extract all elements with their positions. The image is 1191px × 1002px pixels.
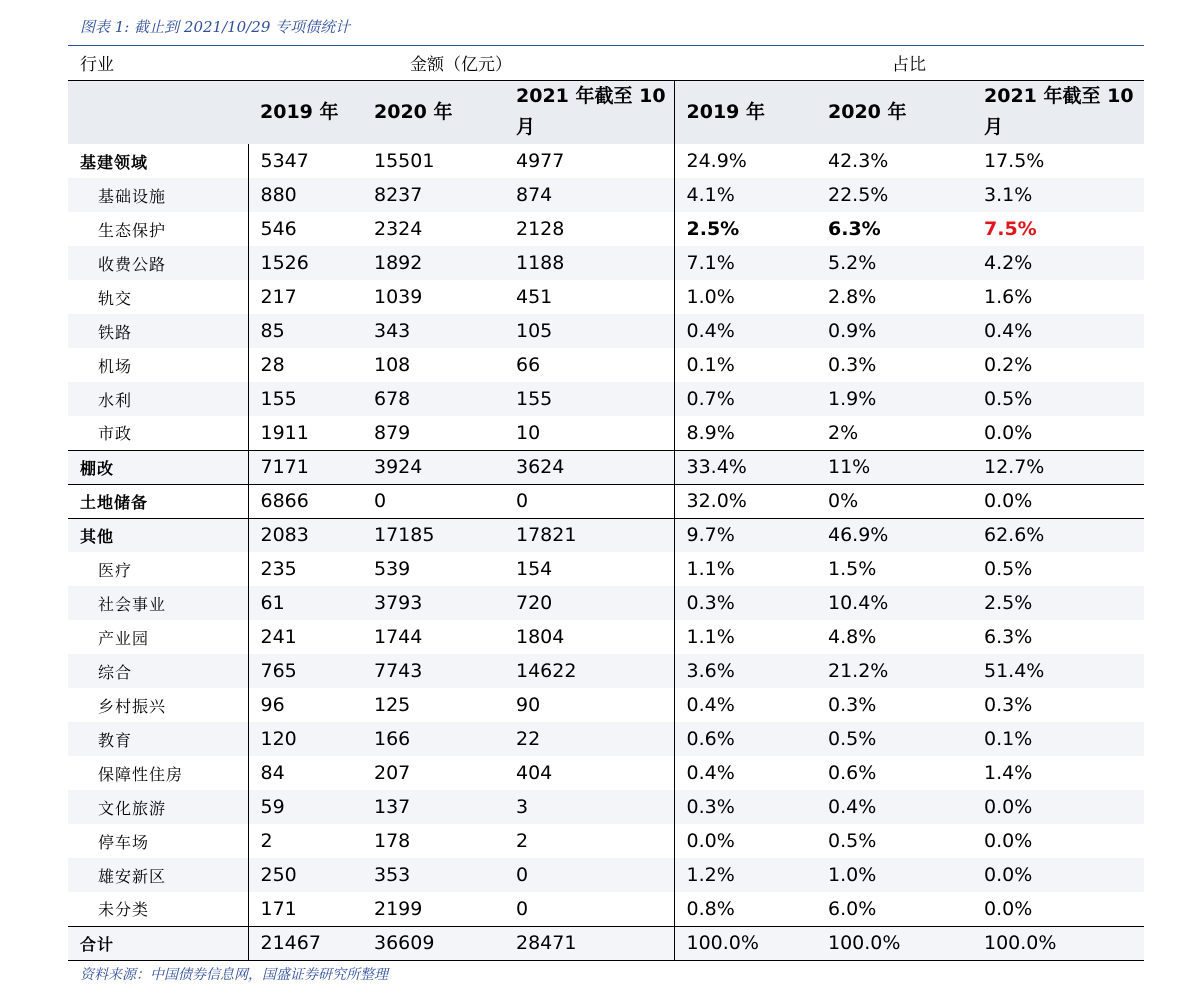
cell-p19: 0.0% [674,824,816,858]
cell-a21: 154 [516,558,553,580]
cell-a20: 1039 [374,286,423,308]
row-industry: 乡村振兴 [98,696,167,716]
header-amount-2021: 2021 年截至 10 月 [516,85,666,139]
table-row [68,314,1144,348]
row-industry: 未分类 [98,900,150,920]
row-industry: 机场 [98,356,133,376]
cell-a20: 108 [374,354,411,376]
cell-p20: 2.8% [828,286,877,308]
row-industry: 轨交 [98,288,133,308]
table-row [68,246,1144,280]
header-ratio-2020: 2020 年 [828,100,907,123]
cell-p19: 0.8% [674,892,816,926]
cell-p20: 0.4% [828,796,877,818]
table-row [68,926,1144,960]
cell-p19: 7.1% [674,246,816,280]
cell-a19: 28 [248,348,362,382]
cell-a20: 137 [374,796,411,818]
row-industry: 社会事业 [98,594,167,614]
cell-p19: 8.9% [674,416,816,450]
cell-p20: 6.0% [828,897,877,920]
cell-a20: 1744 [374,626,423,648]
cell-a20: 3924 [362,450,504,484]
row-industry: 教育 [98,730,133,750]
cell-a20: 0 [362,484,504,518]
cell-a21: 3624 [504,450,674,484]
cell-p21: 6.3% [984,626,1033,648]
row-industry: 收费公路 [98,254,167,274]
row-industry: 医疗 [98,560,133,580]
cell-p19: 0.3% [674,790,816,824]
cell-a21: 90 [516,694,541,716]
cell-a21: 451 [516,286,553,308]
cell-a21: 22 [516,728,541,750]
cell-a20: 166 [374,728,411,750]
cell-p20: 0.5% [828,830,877,852]
cell-p21: 0.2% [984,354,1033,376]
cell-p19: 4.1% [674,178,816,212]
cell-a20: 15501 [374,150,435,172]
table-row [68,586,1144,620]
header-row-years [68,80,1144,144]
cell-a19: 171 [248,892,362,926]
table-row [68,348,1144,382]
cell-p20: 0.3% [828,694,877,716]
special-bond-table [68,46,1144,961]
header-ratio-group: 占比 [674,46,1144,80]
cell-p19: 32.0% [674,484,816,518]
table-row [68,552,1144,586]
cell-p20: 1.9% [828,388,877,410]
table-row [68,450,1144,484]
header-blank [68,80,248,144]
cell-a19: 1526 [248,246,362,280]
table-row [68,212,1144,246]
cell-a19: 217 [248,280,362,314]
row-industry: 合计 [68,926,248,960]
cell-p21: 51.4% [984,660,1045,682]
cell-a21: 17821 [504,518,674,552]
table-row [68,858,1144,892]
cell-a19: 84 [248,756,362,790]
cell-a19: 85 [248,314,362,348]
row-industry: 生态保护 [98,220,167,240]
cell-a20: 1892 [374,252,423,274]
cell-p19: 0.4% [674,314,816,348]
cell-a19: 241 [248,620,362,654]
cell-p19: 2.5% [674,212,816,246]
cell-p20: 100.0% [816,926,972,960]
row-industry: 雄安新区 [98,866,167,886]
cell-p19: 3.6% [674,654,816,688]
cell-p21: 12.7% [972,450,1144,484]
cell-p21: 0.0% [984,796,1033,818]
cell-p21: 17.5% [984,150,1045,172]
header-amount-2019: 2019 年 [260,100,339,123]
cell-p21: 0.0% [984,864,1033,886]
cell-a20: 678 [374,388,411,410]
table-row [68,688,1144,722]
cell-p21: 0.0% [984,830,1033,852]
cell-p19: 0.4% [674,688,816,722]
cell-p20: 0.5% [828,728,877,750]
cell-a20: 36609 [362,926,504,960]
cell-p21: 0.4% [984,320,1033,342]
header-ratio-2019: 2019 年 [674,80,816,144]
row-industry: 铁路 [98,322,133,342]
cell-p19: 0.7% [674,382,816,416]
cell-a19: 880 [248,178,362,212]
header-row-group [68,46,1144,80]
cell-p21: 4.2% [984,252,1033,274]
cell-a21: 155 [516,388,553,410]
header-ratio-2021: 2021 年截至 10 月 [984,85,1134,139]
cell-p20: 10.4% [828,592,889,614]
cell-p20: 0.3% [828,354,877,376]
cell-p19: 100.0% [674,926,816,960]
cell-p21: 7.5% [984,218,1037,240]
row-industry: 基础设施 [98,186,167,206]
cell-p20: 1.0% [828,864,877,886]
cell-p21: 0.0% [984,421,1033,444]
cell-p19: 24.9% [674,144,816,178]
cell-a21: 10 [516,421,541,444]
cell-a19: 61 [248,586,362,620]
row-industry: 停车场 [98,832,150,852]
cell-p21: 100.0% [972,926,1144,960]
cell-p21: 3.1% [984,184,1033,206]
row-industry: 水利 [98,390,133,410]
cell-a20: 2324 [374,218,423,240]
cell-a19: 96 [248,688,362,722]
table-row [68,756,1144,790]
cell-p20: 21.2% [828,660,889,682]
row-industry: 综合 [98,662,133,682]
cell-a20: 879 [374,421,411,444]
table-row [68,722,1144,756]
cell-p21: 0.1% [984,728,1033,750]
row-industry: 保障性住房 [98,764,184,784]
cell-p19: 1.1% [674,620,816,654]
table-row [68,416,1144,450]
cell-a19: 2083 [248,518,362,552]
cell-a21: 4977 [516,150,565,172]
row-industry: 土地储备 [68,484,248,518]
cell-a20: 539 [374,558,411,580]
cell-p19: 9.7% [674,518,816,552]
cell-a19: 59 [248,790,362,824]
cell-p20: 4.8% [828,626,877,648]
cell-p20: 11% [816,450,972,484]
row-industry: 基建领域 [80,152,149,172]
cell-a20: 7743 [374,660,423,682]
cell-p21: 1.4% [984,762,1033,784]
table-row [68,144,1144,178]
cell-a20: 8237 [374,184,423,206]
cell-a21: 0 [516,864,529,886]
cell-p20: 0% [816,484,972,518]
cell-a21: 0 [504,484,674,518]
row-industry: 产业园 [98,628,150,648]
cell-a19: 2 [248,824,362,858]
cell-p20: 6.3% [828,218,881,240]
cell-a20: 2199 [374,897,423,920]
cell-p20: 1.5% [828,558,877,580]
cell-p21: 1.6% [984,286,1033,308]
cell-a20: 343 [374,320,411,342]
cell-a19: 7171 [248,450,362,484]
cell-a21: 1188 [516,252,565,274]
cell-a19: 6866 [248,484,362,518]
cell-a19: 21467 [248,926,362,960]
cell-a19: 1911 [248,416,362,450]
cell-p19: 33.4% [674,450,816,484]
cell-a19: 120 [248,722,362,756]
table-row [68,382,1144,416]
cell-a21: 874 [516,184,553,206]
cell-a20: 178 [374,830,411,852]
table-row [68,654,1144,688]
table-row [68,484,1144,518]
table-row [68,518,1144,552]
cell-a21: 105 [516,320,553,342]
table-row [68,824,1144,858]
cell-a20: 17185 [362,518,504,552]
cell-p20: 22.5% [828,184,889,206]
cell-p21: 0.5% [984,558,1033,580]
cell-p20: 2% [828,421,859,444]
cell-p21: 0.0% [972,484,1144,518]
cell-p21: 0.5% [984,388,1033,410]
header-amount-2020: 2020 年 [374,100,453,123]
cell-a19: 235 [248,552,362,586]
cell-p20: 0.9% [828,320,877,342]
cell-a21: 720 [516,592,553,614]
header-amount-group: 金额（亿元） [248,46,674,80]
cell-p21: 62.6% [972,518,1144,552]
table-row [68,178,1144,212]
cell-p19: 1.2% [674,858,816,892]
cell-p20: 5.2% [828,252,877,274]
cell-p19: 1.1% [674,552,816,586]
cell-a19: 250 [248,858,362,892]
cell-a21: 404 [516,762,553,784]
cell-a20: 207 [374,762,411,784]
cell-p19: 0.1% [674,348,816,382]
source-note: 资料来源：中国债券信息网，国盛证券研究所整理 [80,967,388,983]
cell-p21: 2.5% [984,592,1033,614]
cell-a21: 14622 [516,660,577,682]
cell-a20: 353 [374,864,411,886]
cell-a19: 5347 [248,144,362,178]
cell-a21: 2128 [516,218,565,240]
row-industry: 其他 [68,518,248,552]
table-row [68,892,1144,926]
cell-p19: 1.0% [674,280,816,314]
cell-a21: 1804 [516,626,565,648]
cell-p20: 42.3% [828,150,889,172]
cell-a21: 3 [516,796,529,818]
cell-a19: 546 [248,212,362,246]
table-row [68,280,1144,314]
table-row [68,620,1144,654]
cell-p19: 0.6% [674,722,816,756]
cell-a21: 66 [516,354,541,376]
row-industry: 市政 [98,424,133,444]
cell-a19: 155 [248,382,362,416]
cell-a21: 28471 [504,926,674,960]
cell-p20: 46.9% [816,518,972,552]
table-caption: 图表 1: 截止到 2021/10/29 专项债统计 [80,18,351,36]
cell-p21: 0.3% [984,694,1033,716]
cell-a21: 0 [516,897,529,920]
cell-a20: 125 [374,694,411,716]
row-industry: 文化旅游 [98,798,167,818]
row-industry: 棚改 [68,450,248,484]
cell-p19: 0.3% [674,586,816,620]
cell-p20: 0.6% [828,762,877,784]
cell-p21: 0.0% [984,897,1033,920]
cell-p19: 0.4% [674,756,816,790]
cell-a21: 2 [516,830,529,852]
cell-a20: 3793 [374,592,423,614]
table-row [68,790,1144,824]
cell-a19: 765 [248,654,362,688]
header-industry: 行业 [68,46,248,80]
